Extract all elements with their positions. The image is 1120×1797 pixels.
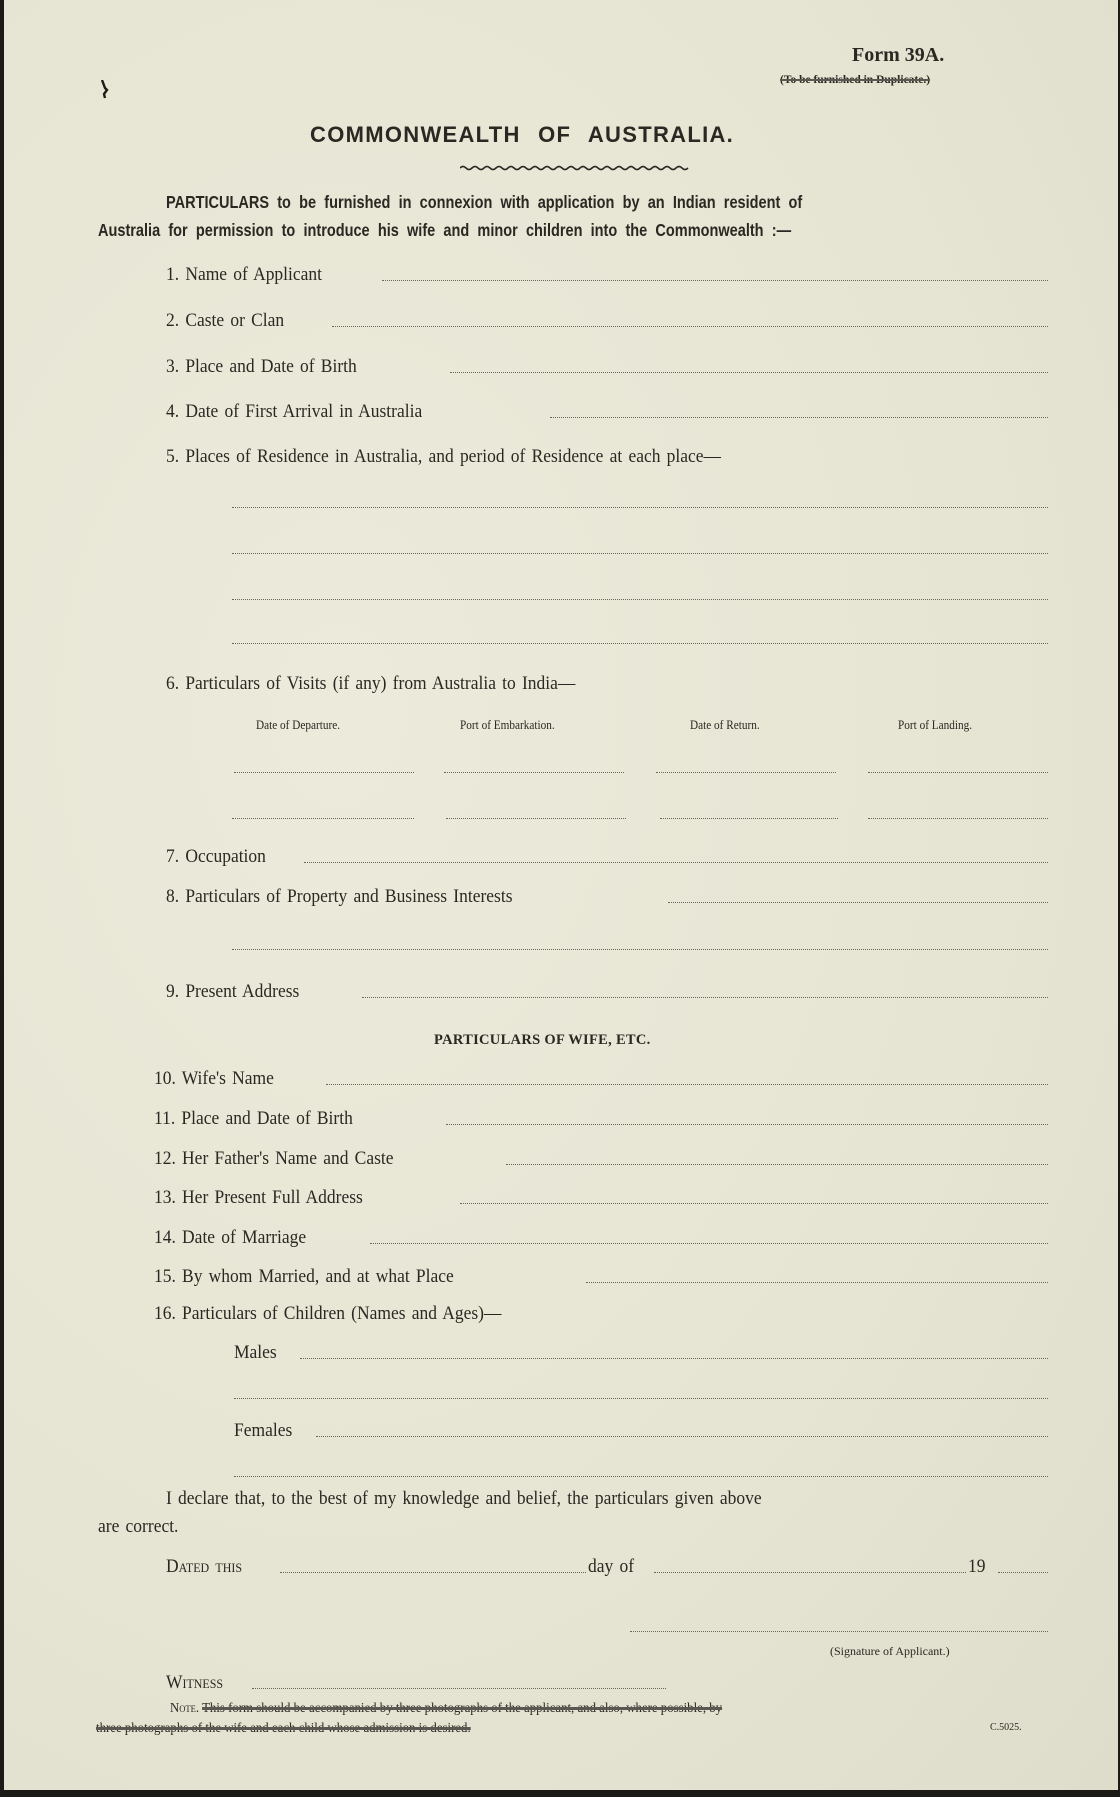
day-input-line[interactable] [280, 1572, 586, 1573]
field-number: 10. [154, 1068, 176, 1089]
field-label: Present Address [185, 981, 300, 1002]
visit-embarkation-cell[interactable] [444, 772, 624, 773]
field-line[interactable] [550, 417, 1048, 418]
males-label: Males [234, 1342, 277, 1363]
section-heading-wife: PARTICULARS OF WIFE, ETC. [434, 1032, 651, 1048]
intro-line-2: Australia for permission to introduce his wife and minor children into the Commonwealth :— [98, 220, 792, 240]
field-label: By whom Married, and at what Place [182, 1266, 454, 1287]
year-prefix: 19 [968, 1556, 986, 1577]
field-number: 6. [166, 673, 180, 694]
wavy-rule-icon [460, 164, 690, 172]
field-label: Places of Residence in Australia, and period of Residence at each place— [185, 446, 722, 467]
note-text-1: This form should be accompanied by three photographs of the applicant, and also, where possible, by [202, 1700, 723, 1715]
field-number: 11. [154, 1108, 176, 1129]
field-number: 15. [154, 1266, 176, 1287]
field-line[interactable] [382, 280, 1048, 281]
form-number: Form 39A. [852, 44, 945, 66]
visit-departure-cell[interactable] [234, 772, 414, 773]
dated-label: Dated this [166, 1556, 242, 1577]
field-label: Place and Date of Birth [185, 356, 357, 377]
field-label: Date of Marriage [182, 1227, 307, 1248]
residence-line-2[interactable] [232, 553, 1048, 554]
witness-label: Witness [166, 1672, 224, 1693]
field-line-continuation[interactable] [234, 1476, 1048, 1477]
field-line[interactable] [506, 1164, 1048, 1165]
signature-caption: (Signature of Applicant.) [830, 1644, 950, 1658]
form-code: C.5025. [990, 1722, 1022, 1733]
page-title: COMMONWEALTH OF AUSTRALIA. [310, 122, 735, 147]
note-label: Note. [170, 1700, 200, 1715]
column-header-date-of-departure: Date of Departure. [256, 718, 341, 732]
field-number: 12. [154, 1148, 176, 1169]
field-number: 4. [166, 401, 180, 422]
note-line-2: three photographs of the wife and each child whose admission is desired. [96, 1720, 471, 1735]
visit-departure-cell[interactable] [232, 818, 414, 819]
field-label: Her Father's Name and Caste [182, 1148, 394, 1169]
column-header-port-of-embarkation: Port of Embarkation. [460, 718, 555, 732]
field-label: Place and Date of Birth [181, 1108, 353, 1129]
field-line[interactable] [326, 1084, 1048, 1085]
field-line[interactable] [370, 1243, 1048, 1244]
field-label: Date of First Arrival in Australia [185, 401, 423, 422]
field-number: 8. [166, 886, 180, 907]
field-label: Particulars of Visits (if any) from Australia to India— [185, 673, 576, 694]
field-label: Caste or Clan [185, 310, 285, 331]
residence-line-3[interactable] [232, 599, 1048, 600]
duplicate-note: (To be furnished in Duplicate.) [780, 74, 931, 86]
field-line[interactable] [450, 372, 1048, 373]
column-header-port-of-landing: Port of Landing. [898, 718, 973, 732]
field-line[interactable] [446, 1124, 1048, 1125]
field-line[interactable] [316, 1436, 1048, 1437]
form-page [4, 0, 1118, 1790]
field-number: 14. [154, 1227, 176, 1248]
field-number: 3. [166, 356, 180, 377]
field-line[interactable] [460, 1203, 1048, 1204]
note-line-1 [170, 1700, 722, 1716]
visit-landing-cell[interactable] [868, 772, 1048, 773]
field-line[interactable] [362, 997, 1048, 998]
field-number: 5. [166, 446, 180, 467]
field-label: Wife's Name [181, 1068, 274, 1089]
visit-landing-cell[interactable] [868, 818, 1048, 819]
field-label: Her Present Full Address [182, 1187, 363, 1208]
visit-embarkation-cell[interactable] [446, 818, 626, 819]
field-line[interactable] [586, 1282, 1048, 1283]
field-label: Particulars of Property and Business Interests [185, 886, 513, 907]
field-line[interactable] [668, 902, 1048, 903]
field-line[interactable] [304, 862, 1048, 863]
visit-return-cell[interactable] [656, 772, 836, 773]
field-line-continuation[interactable] [234, 1398, 1048, 1399]
ink-mark-icon [101, 80, 109, 100]
visit-return-cell[interactable] [660, 818, 838, 819]
field-label: Name of Applicant [185, 264, 323, 285]
declaration-line-1: I declare that, to the best of my knowledge and belief, the particulars given above [166, 1488, 762, 1509]
field-number: 2. [166, 310, 180, 331]
field-label: Occupation [185, 846, 266, 867]
residence-line-1[interactable] [232, 507, 1048, 508]
declaration-line-2: are correct. [98, 1516, 179, 1537]
field-number: 1. [166, 264, 180, 285]
field-label: Particulars of Children (Names and Ages)— [182, 1303, 502, 1324]
witness-line[interactable] [252, 1688, 666, 1689]
field-line[interactable] [332, 326, 1048, 327]
signature-line[interactable] [630, 1631, 1048, 1632]
field-line-continuation[interactable] [232, 949, 1048, 950]
intro-line-1: PARTICULARS to be furnished in connexion with application by an Indian resident of [166, 192, 803, 212]
field-number: 16. [154, 1303, 176, 1324]
residence-line-4[interactable] [232, 643, 1048, 644]
month-input-line[interactable] [654, 1572, 966, 1573]
year-input-line[interactable] [998, 1572, 1048, 1573]
females-label: Females [234, 1420, 293, 1441]
field-number: 13. [154, 1187, 176, 1208]
column-header-date-of-return: Date of Return. [690, 718, 760, 732]
day-of-label: day of [588, 1556, 635, 1577]
field-line[interactable] [300, 1358, 1048, 1359]
field-number: 9. [166, 981, 180, 1002]
field-number: 7. [166, 846, 180, 867]
